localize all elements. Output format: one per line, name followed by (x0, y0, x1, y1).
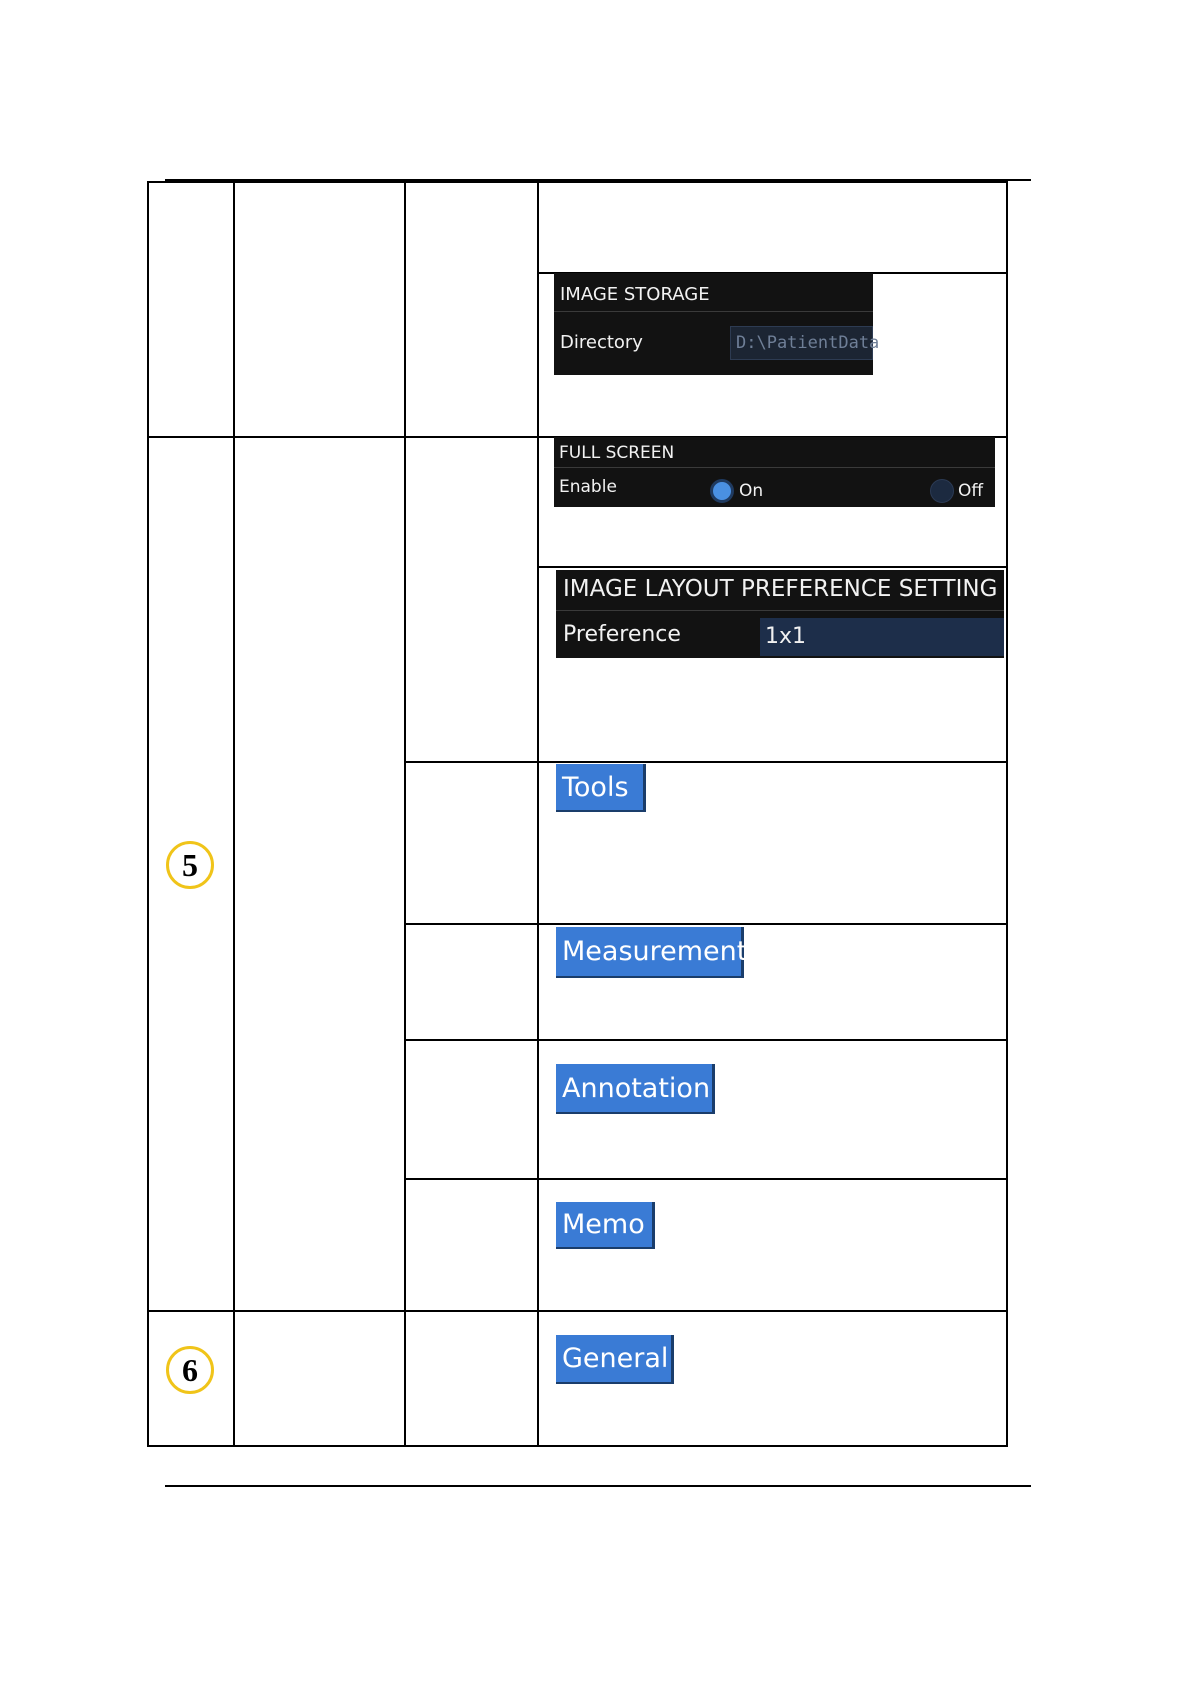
preference-label: Preference (563, 622, 681, 647)
panel-divider (554, 311, 873, 312)
table-border-right (1006, 181, 1008, 1447)
image-storage-title: IMAGE STORAGE (560, 284, 710, 305)
full-screen-panel (554, 437, 995, 507)
cell-divider (404, 1178, 1008, 1180)
full-screen-on-radio[interactable] (710, 479, 734, 503)
table-col-divider-3 (537, 181, 539, 1447)
full-screen-title: FULL SCREEN (559, 443, 675, 463)
table-border-bottom (147, 1445, 1008, 1447)
off-option-label[interactable]: Off (958, 481, 984, 501)
measurement-tab[interactable]: Measurement (556, 927, 744, 978)
memo-tab[interactable]: Memo (556, 1202, 655, 1249)
annotation-tab[interactable]: Annotation (556, 1064, 715, 1114)
enable-label: Enable (559, 477, 617, 497)
on-option-label[interactable]: On (739, 481, 764, 501)
preference-select[interactable]: 1x1 (760, 618, 1004, 656)
row-divider-6 (147, 1310, 1008, 1312)
directory-label: Directory (560, 332, 643, 353)
table-border-left (147, 181, 149, 1447)
panel-divider (554, 467, 995, 468)
footer-rule (165, 1485, 1031, 1487)
row-number-6: 6 (166, 1346, 214, 1394)
row-number-5: 5 (166, 841, 214, 889)
cell-divider (404, 923, 1008, 925)
table-col-divider-2 (404, 181, 406, 1447)
cell-divider (404, 1039, 1008, 1041)
table-border-top (147, 181, 1008, 183)
directory-field[interactable]: D:\PatientData (730, 326, 873, 360)
image-layout-title: IMAGE LAYOUT PREFERENCE SETTING (563, 576, 998, 602)
panel-divider (556, 610, 1004, 611)
cell-divider (537, 566, 1008, 568)
tools-tab[interactable]: Tools (556, 764, 646, 812)
table-col-divider-1 (233, 181, 235, 1447)
image-layout-panel (556, 570, 1004, 658)
image-storage-panel (554, 273, 880, 375)
general-tab[interactable]: General (556, 1335, 674, 1384)
full-screen-off-radio[interactable] (930, 479, 954, 503)
cell-divider (404, 761, 1008, 763)
